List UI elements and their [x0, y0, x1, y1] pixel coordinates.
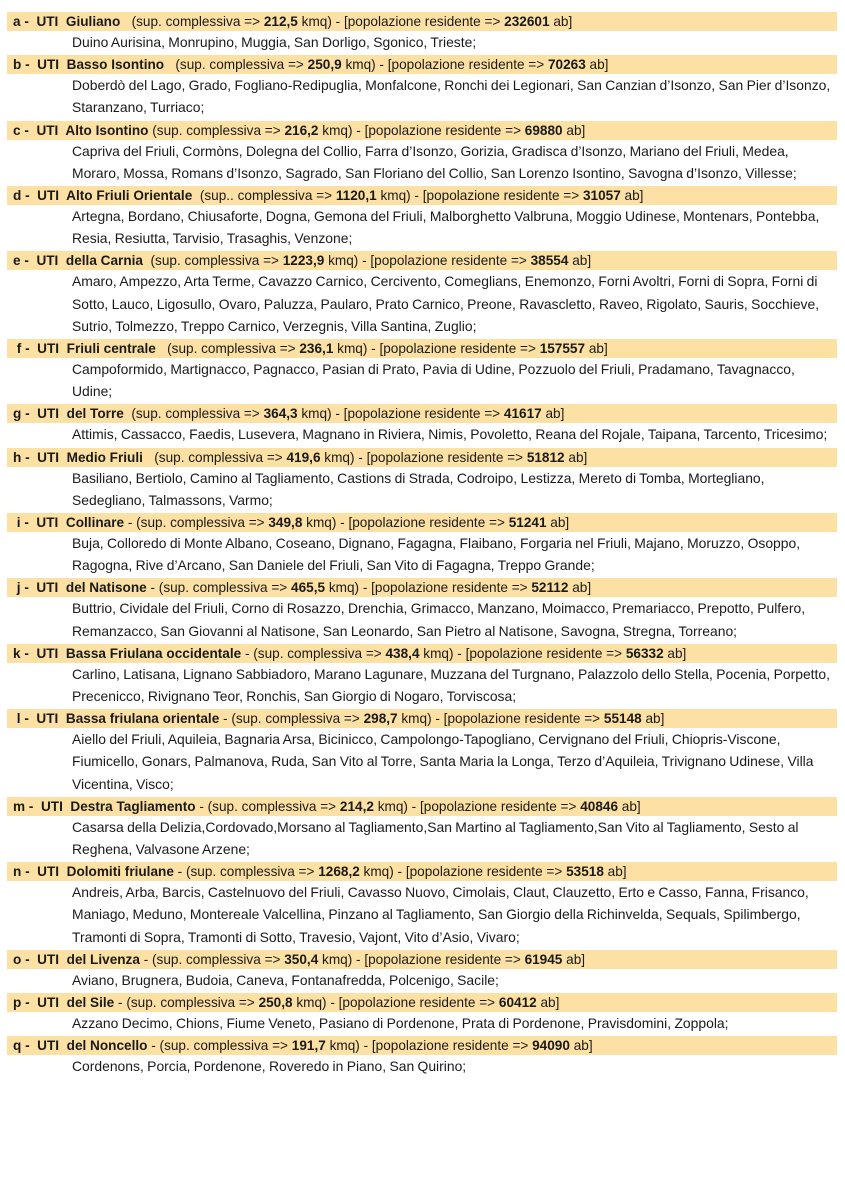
uti-name: della Carnia [65, 253, 143, 269]
uti-name: del Livenza [66, 951, 140, 967]
pop-prefix: kmq) - [popolazione residente => [318, 122, 525, 138]
uti-entry [0, 12, 845, 53]
area-prefix: (sup. complessiva => [164, 57, 308, 73]
uti-name: Bassa friulana orientale [65, 711, 220, 727]
uti-label: UTI [36, 14, 59, 29]
comuni-list: Buttrio, Cividale del Friuli, Corno di Rosazzo, Drenchia, Grimacco, Manzano, Moimacco, Premariacco, Prepotto, Pulfero, Remanzacco, San Giovanni al Natisone, San Leonardo, San Pietro al Natisone, Savogna, Stregna, Torreano; [72, 600, 806, 639]
uti-name-spacer [58, 515, 66, 530]
uti-label: UTI [37, 406, 60, 422]
uti-letter: b - [13, 57, 30, 73]
pop-suffix: ab] [562, 122, 586, 138]
area-prefix: - (sup. complessiva => [124, 515, 269, 531]
uti-letter: l - [13, 711, 29, 727]
area-value: 1223,9 [282, 253, 325, 269]
uti-entry [0, 709, 845, 795]
uti-header [7, 862, 837, 881]
pop-suffix: ab] [536, 995, 560, 1011]
uti-entry [0, 186, 845, 249]
uti-name: Collinare [65, 515, 125, 531]
uti-header [7, 251, 837, 270]
uti-entry [0, 862, 845, 948]
uti-name: Alto Friuli Orientale [66, 188, 193, 204]
uti-header [7, 55, 837, 74]
pop-value: 157557 [539, 341, 586, 357]
area-value: 1268,2 [318, 864, 360, 880]
area-prefix: (sup. complessiva => [120, 14, 264, 29]
uti-letter: g - [13, 406, 30, 422]
uti-label: UTI [36, 580, 59, 596]
uti-name-spacer [59, 406, 67, 421]
pop-value: 60412 [498, 995, 537, 1011]
pop-suffix: ab] [641, 711, 665, 727]
uti-name: Friuli centrale [66, 341, 156, 357]
uti-letter: q - [13, 1038, 30, 1054]
uti-label: UTI [37, 995, 60, 1011]
pop-value: 38554 [530, 253, 569, 269]
pop-suffix: ab] [603, 864, 627, 880]
pop-suffix: ab] [549, 14, 573, 29]
uti-letter: a - [13, 14, 29, 29]
pop-suffix: ab] [569, 1038, 593, 1054]
pop-prefix: kmq) - [popolazione residente => [341, 57, 548, 73]
pop-suffix: ab] [663, 645, 687, 661]
area-prefix: - (sup. complessiva => [241, 645, 386, 661]
uti-label: UTI [36, 122, 59, 138]
pop-value: 41617 [503, 406, 542, 422]
area-prefix: (sup. complessiva => [155, 341, 300, 357]
uti-header [7, 644, 837, 663]
area-value: 212,5 [263, 14, 298, 29]
area-prefix: (sup. complessiva => [142, 449, 287, 465]
uti-letter: d - [13, 188, 30, 204]
area-value: 364,3 [263, 406, 298, 422]
uti-name-spacer [58, 580, 66, 595]
uti-name-spacer [59, 1038, 67, 1053]
pop-value: 69880 [524, 122, 563, 138]
pop-value: 94090 [532, 1038, 570, 1054]
uti-label: UTI [37, 864, 60, 880]
area-value: 250,8 [258, 995, 293, 1011]
pop-suffix: ab] [568, 580, 592, 596]
uti-name: del Sile [66, 995, 115, 1011]
pop-suffix: ab] [620, 188, 644, 204]
uti-label: UTI [36, 645, 59, 661]
area-value: 191,7 [291, 1038, 326, 1054]
uti-header [7, 513, 837, 532]
pop-suffix: ab] [568, 253, 592, 269]
uti-name-spacer [59, 864, 67, 879]
pop-value: 70263 [547, 57, 586, 73]
uti-name: Alto Isontino [65, 122, 149, 138]
uti-header [7, 404, 837, 423]
pop-prefix: kmq) - [popolazione residente => [359, 864, 567, 880]
uti-header [7, 797, 837, 816]
uti-header [7, 709, 837, 728]
pop-suffix: ab] [564, 449, 588, 465]
pop-value: 55148 [603, 711, 642, 727]
uti-name-spacer [58, 646, 66, 661]
uti-letter: i - [13, 515, 29, 531]
area-value: 349,8 [268, 515, 303, 531]
comuni-list: Amaro, Ampezzo, Arta Terme, Cavazzo Carnico, Cercivento, Comeglians, Enemonzo, Forni Avoltri, Forni di Sopra, Forni di Sotto, Lauco, Ligosullo, Ovaro, Paluzza, Paularo, Prato Carnico, Preone, Ravascletto, Raveo, Rigolato, Sauris, Socchieve, Sutrio, Tolmezzo, Treppo Carnico, Verzegnis, Villa Santina, Zuglio; [72, 273, 820, 334]
uti-header [7, 993, 837, 1012]
pop-prefix: kmq) - [popolazione residente => [292, 995, 499, 1011]
uti-label: UTI [37, 188, 60, 204]
comuni-list: Doberdò del Lago, Grado, Fogliano-Redipuglia, Monfalcone, Ronchi dei Legionari, San Canzian d’Isonzo, San Pier d’Isonzo, Staranzano, Turriaco; [72, 77, 831, 116]
uti-entry [0, 644, 845, 707]
comuni-list: Attimis, Cassacco, Faedis, Lusevera, Magnano in Riviera, Nimis, Povoletto, Reana del Rojale, Taipana, Tarcento, Tricesimo; [72, 426, 828, 443]
pop-prefix: kmq) - [popolazione residente => [320, 449, 527, 465]
pop-value: 232601 [504, 14, 550, 29]
pop-value: 61945 [524, 951, 563, 967]
pop-value: 31057 [582, 188, 621, 204]
uti-name: Bassa Friulana occidentale [65, 645, 242, 661]
pop-value: 52112 [531, 580, 569, 596]
area-value: 298,7 [363, 711, 398, 727]
uti-name: del Natisone [65, 580, 147, 596]
pop-value: 53518 [566, 864, 604, 880]
pop-value: 51812 [526, 449, 565, 465]
uti-header [7, 1036, 837, 1055]
pop-suffix: ab] [541, 406, 565, 422]
pop-prefix: kmq) - [popolazione residente => [297, 14, 505, 29]
area-prefix: (sup. complessiva => [148, 122, 285, 138]
uti-name: del Noncello [66, 1038, 148, 1054]
uti-name-spacer [58, 14, 66, 29]
uti-entry [0, 251, 845, 337]
pop-value: 40846 [580, 798, 619, 814]
comuni-list: Basiliano, Bertiolo, Camino al Tagliamento, Castions di Strada, Codroipo, Lestizza, Mereto di Tomba, Mortegliano, Sedegliano, Talmassons, Varmo; [72, 469, 765, 508]
uti-letter: f - [13, 341, 30, 357]
uti-letter: c - [13, 122, 29, 138]
uti-label: UTI [40, 798, 63, 814]
uti-label: UTI [37, 57, 60, 73]
uti-entry [0, 578, 845, 641]
area-prefix: (sup. complessiva => [142, 253, 283, 269]
pop-prefix: kmq) - [popolazione residente => [324, 253, 531, 269]
uti-name-spacer [59, 995, 67, 1010]
pop-prefix: kmq) - [popolazione residente => [373, 798, 581, 814]
pop-prefix: kmq) - [popolazione residente => [333, 341, 540, 357]
uti-letter: m - [13, 798, 34, 814]
uti-entry [0, 339, 845, 402]
area-value: 465,5 [291, 580, 326, 596]
uti-header [7, 950, 837, 969]
pop-suffix: ab] [618, 798, 641, 814]
uti-header [7, 12, 837, 31]
uti-entry [0, 797, 845, 860]
pop-suffix: ab] [585, 341, 608, 357]
uti-entry [0, 55, 845, 118]
pop-value: 56332 [625, 645, 664, 661]
comuni-list: Carlino, Latisana, Lignano Sabbiadoro, Marano Lagunare, Muzzana del Turgnano, Palazzolo dello Stella, Pocenia, Porpetto, Precenicco, Rivignano Teor, Ronchis, San Giorgio di Nogaro, Torviscosa; [72, 665, 830, 705]
comuni-list: Campoformido, Martignacco, Pagnacco, Pasian di Prato, Pavia di Udine, Pozzuolo del Friuli, Pradamano, Tavagnacco, Udine; [72, 361, 795, 400]
comuni-list: Duino Aurisina, Monrupino, Muggia, San Dorligo, Sgonico, Trieste; [72, 34, 477, 50]
pop-prefix: kmq) - [popolazione residente => [325, 1038, 533, 1054]
pop-suffix: ab] [546, 515, 570, 531]
uti-entry [0, 448, 845, 511]
uti-header [7, 186, 837, 205]
uti-prefix-spacer [33, 799, 41, 814]
area-value: 250,9 [307, 57, 342, 73]
uti-header [7, 578, 837, 597]
comuni-list: Casarsa della Delizia,Cordovado,Morsano al Tagliamento,San Martino al Tagliamento,San Vito al Tagliamento, Sesto al Reghena, Valvasone Arzene; [72, 818, 799, 858]
comuni-list: Capriva del Friuli, Cormòns, Dolegna del Collio, Farra d’Isonzo, Gorizia, Gradisca d’Isonzo, Mariano del Friuli, Medea, Moraro, Mossa, Romans d’Isonzo, Sagrado, San Floriano del Collio, San Lorenzo Isontino, Savogna d’Isonzo, Villesse; [72, 142, 797, 181]
uti-label: UTI [36, 515, 59, 531]
pop-prefix: kmq) - [popolazione residente => [297, 406, 504, 422]
pop-suffix: ab] [585, 57, 609, 73]
area-value: 419,6 [286, 449, 321, 465]
pop-prefix: kmq) - [popolazione residente => [302, 515, 509, 531]
pop-suffix: ab] [562, 951, 586, 967]
uti-label: UTI [37, 951, 60, 967]
area-value: 350,4 [284, 951, 319, 967]
uti-label: UTI [36, 711, 59, 727]
uti-name: Destra Tagliamento [70, 798, 196, 814]
uti-letter: n - [13, 864, 30, 880]
uti-label: UTI [37, 341, 60, 357]
comuni-list: Cordenons, Porcia, Pordenone, Roveredo in Piano, San Quirino; [72, 1058, 467, 1075]
comuni-list: Andreis, Arba, Barcis, Castelnuovo del Friuli, Cavasso Nuovo, Cimolais, Claut, Clauzetto, Erto e Casso, Fanna, Frisanco, Maniago, Meduno, Montereale Valcellina, Pinzano al Tagliamento, San Giorgio della Richinvelda, Sequals, Spilimbergo, Tramonti di Sopra, Tramonti di Sotto, Travesio, Vajont, Vito d’Asio, Vivaro; [72, 884, 809, 945]
uti-letter: k - [13, 645, 29, 661]
uti-name-spacer [58, 253, 66, 268]
uti-name: del Torre [66, 406, 124, 422]
pop-value: 51241 [508, 515, 547, 531]
area-value: 236,1 [299, 341, 334, 357]
area-value: 216,2 [284, 122, 319, 138]
pop-prefix: kmq) - [popolazione residente => [376, 188, 583, 204]
area-prefix: (sup.. complessiva => [192, 188, 336, 204]
area-value: 1120,1 [335, 188, 377, 204]
comuni-list: Aiello del Friuli, Aquileia, Bagnaria Arsa, Bicinicco, Campolongo-Tapogliano, Cervignano del Friuli, Chiopris-Viscone, Fiumicello, Gonars, Palmanova, Ruda, San Vito al Torre, Santa Maria la Longa, Terzo d’Aquileia, Trivignano Udinese, Villa Vicentina, Visco; [72, 731, 814, 792]
uti-name: Giuliano [65, 14, 121, 29]
uti-entry [0, 993, 845, 1034]
uti-name-spacer [59, 341, 67, 356]
pop-prefix: kmq) - [popolazione residente => [318, 951, 525, 967]
uti-header [7, 121, 837, 140]
pop-prefix: kmq) - [popolazione residente => [325, 580, 532, 596]
uti-entry [0, 121, 845, 184]
uti-entry [0, 513, 845, 576]
pop-prefix: kmq) - [popolazione residente => [419, 645, 626, 661]
area-prefix: - (sup. complessiva => [173, 864, 319, 880]
area-prefix: - (sup. complessiva => [114, 995, 259, 1011]
uti-entry [0, 950, 845, 991]
area-prefix: - (sup. complessiva => [147, 1038, 292, 1054]
uti-name: Dolomiti friulane [66, 864, 174, 880]
comuni-list: Artegna, Bordano, Chiusaforte, Dogna, Gemona del Friuli, Malborghetto Valbruna, Moggio Udinese, Montenars, Pontebba, Resia, Resiutta, Tarvisio, Trasaghis, Venzone; [72, 208, 820, 247]
uti-entry [0, 1036, 845, 1077]
uti-name: Medio Friuli [66, 449, 143, 465]
uti-letter: j - [13, 580, 29, 596]
uti-letter: h - [13, 449, 30, 465]
area-value: 438,4 [385, 645, 420, 661]
comuni-list: Buja, Colloredo di Monte Albano, Coseano, Dignano, Fagagna, Flaibano, Forgaria nel Friuli, Majano, Moruzzo, Osoppo, Ragogna, Rive d’Arcano, San Daniele del Friuli, San Vito di Fagagna, Treppo Grande; [72, 535, 801, 574]
uti-letter: o - [13, 951, 30, 967]
uti-label: UTI [37, 449, 60, 465]
uti-label: UTI [36, 253, 59, 269]
uti-letter: p - [13, 995, 30, 1011]
area-prefix: - (sup. complessiva => [219, 711, 364, 727]
uti-letter: e - [13, 253, 29, 269]
area-prefix: - (sup. complessiva => [139, 951, 285, 967]
uti-name-spacer [59, 952, 67, 967]
comuni-list: Azzano Decimo, Chions, Fiume Veneto, Pasiano di Pordenone, Prata di Pordenone, Pravisdomini, Zoppola; [72, 1015, 729, 1032]
uti-name: Basso Isontino [66, 57, 165, 73]
area-prefix: - (sup. complessiva => [195, 798, 340, 814]
area-prefix: - (sup. complessiva => [146, 580, 292, 596]
comuni-list: Aviano, Brugnera, Budoia, Caneva, Fontanafredda, Polcenigo, Sacile; [72, 971, 499, 988]
uti-header [7, 339, 837, 358]
uti-name-spacer [59, 57, 67, 72]
uti-name-spacer [58, 711, 66, 726]
area-prefix: (sup. complessiva => [123, 406, 264, 422]
area-value: 214,2 [339, 798, 374, 814]
uti-label: UTI [37, 1038, 60, 1054]
uti-name-spacer [59, 450, 67, 465]
pop-prefix: kmq) - [popolazione residente => [397, 711, 604, 727]
uti-entry [0, 404, 845, 445]
uti-header [7, 448, 837, 467]
